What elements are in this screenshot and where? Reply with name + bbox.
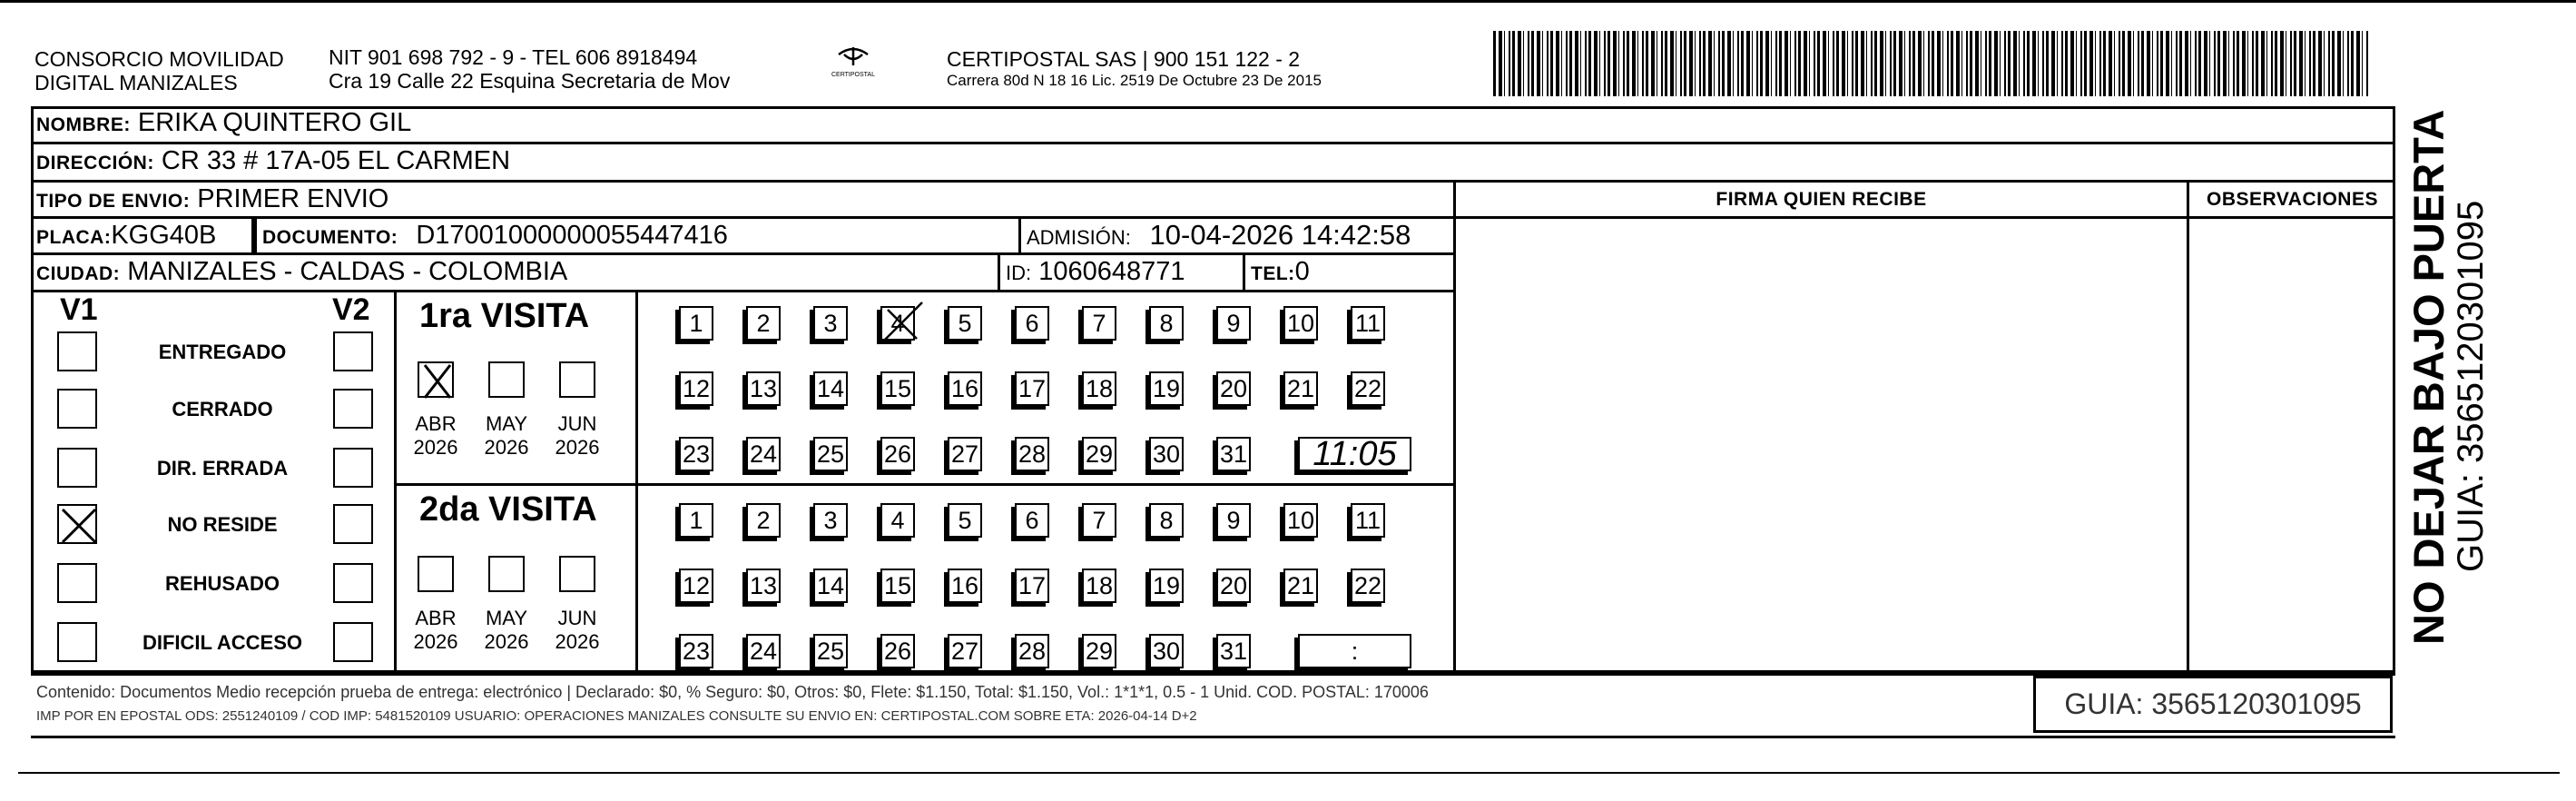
day-box[interactable]: 31 <box>1216 634 1251 668</box>
day-box[interactable]: 21 <box>1283 569 1318 603</box>
cell-admision <box>1021 219 1456 255</box>
side-warning: NO DEJAR BAJO PUERTA <box>2404 109 2453 645</box>
day-box[interactable]: 27 <box>948 437 982 471</box>
v1-checkbox[interactable] <box>57 622 97 662</box>
check-x-icon <box>59 506 99 546</box>
day-box[interactable]: 26 <box>880 634 915 668</box>
month-name: MAY <box>485 412 528 435</box>
day-box[interactable]: 3 <box>813 306 848 341</box>
day-box[interactable]: 18 <box>1082 371 1116 406</box>
month-label <box>477 412 536 460</box>
visit-2-title: 2da VISITA <box>419 490 597 529</box>
bottom-line <box>18 772 2560 774</box>
courier-address: Carrera 80d N 18 16 Lic. 2519 De Octubre 23 De 2015 <box>947 72 1322 89</box>
v2-checkbox[interactable] <box>333 331 373 371</box>
month-checkbox[interactable] <box>559 556 595 592</box>
month-label <box>407 412 465 460</box>
v1-checkbox[interactable] <box>57 563 97 603</box>
v1-header: V1 <box>60 292 98 327</box>
day-box[interactable]: 30 <box>1149 634 1184 668</box>
placa-label: PLACA: <box>36 227 112 248</box>
cell-ciudad <box>31 255 1000 292</box>
day-box[interactable]: 13 <box>746 569 781 603</box>
month-name: ABR <box>415 607 457 629</box>
day-mark-icon <box>875 297 929 351</box>
month-label <box>407 607 465 654</box>
day-box[interactable]: 17 <box>1015 371 1049 406</box>
month-name: JUN <box>557 412 597 435</box>
status-label: REHUSADO <box>165 572 280 595</box>
day-box[interactable]: 21 <box>1283 371 1318 406</box>
cell-id <box>1000 255 1245 292</box>
firma-header: FIRMA QUIEN RECIBE <box>1716 189 1927 210</box>
day-box[interactable]: 20 <box>1216 371 1251 406</box>
v2-checkbox[interactable] <box>333 563 373 603</box>
visit-1-title: 1ra VISITA <box>419 297 590 335</box>
day-box[interactable]: 6 <box>1015 503 1049 538</box>
v2-header: V2 <box>332 292 370 327</box>
day-box[interactable]: 19 <box>1149 569 1184 603</box>
company-contact <box>329 45 730 93</box>
footer-guia: GUIA: 3565120301095 <box>2033 676 2393 733</box>
day-box[interactable]: 5 <box>948 306 982 341</box>
observaciones-header: OBSERVACIONES <box>2207 189 2378 210</box>
month-label <box>477 607 536 654</box>
tel-label: TEL: <box>1251 263 1295 284</box>
v2-checkbox[interactable] <box>333 622 373 662</box>
month-checkbox[interactable] <box>559 361 595 398</box>
v1-checkbox[interactable] <box>57 331 97 371</box>
time-box[interactable]: 11:05 <box>1298 437 1411 471</box>
ciudad-label: CIUDAD: <box>36 263 121 284</box>
month-checkbox[interactable] <box>488 556 525 592</box>
day-box[interactable]: 13 <box>746 371 781 406</box>
month-name: JUN <box>557 607 597 629</box>
v2-checkbox[interactable] <box>333 448 373 488</box>
admision-value: 10-04-2026 14:42:58 <box>1149 219 1411 251</box>
month-year: 2026 <box>484 436 529 459</box>
day-box[interactable]: 3 <box>813 503 848 538</box>
day-box[interactable]: 5 <box>948 503 982 538</box>
month-checkbox[interactable] <box>418 361 454 398</box>
courier-info <box>947 47 1322 91</box>
day-box[interactable]: 25 <box>813 634 848 668</box>
divider-obs <box>2187 183 2189 673</box>
documento-label: DOCUMENTO: <box>262 227 398 248</box>
day-box[interactable]: 29 <box>1082 634 1116 668</box>
day-box[interactable]: 7 <box>1082 503 1116 538</box>
divider-header <box>1456 216 2395 219</box>
day-box[interactable]: 9 <box>1216 306 1251 341</box>
direccion-label: DIRECCIÓN: <box>36 153 154 173</box>
day-box[interactable]: 16 <box>948 371 982 406</box>
row-tipo <box>31 183 1456 219</box>
month-year: 2026 <box>555 436 600 459</box>
barcode <box>1493 31 2369 96</box>
direccion-value: CR 33 # 17A-05 EL CARMEN <box>161 146 511 175</box>
day-box[interactable]: 24 <box>746 437 781 471</box>
day-box[interactable]: 28 <box>1015 634 1049 668</box>
footer-bottom <box>31 736 2395 738</box>
v2-checkbox[interactable] <box>333 389 373 429</box>
ciudad-value: MANIZALES - CALDAS - COLOMBIA <box>127 257 568 286</box>
day-box[interactable]: 7 <box>1082 306 1116 341</box>
day-box[interactable]: 2 <box>746 503 781 538</box>
month-checkbox[interactable] <box>488 361 525 398</box>
day-box[interactable]: 1 <box>679 503 713 538</box>
day-box[interactable]: 17 <box>1015 569 1049 603</box>
cell-documento <box>254 219 1021 255</box>
day-box[interactable]: 27 <box>948 634 982 668</box>
day-box[interactable]: 22 <box>1351 371 1385 406</box>
divider-firma <box>1453 183 1456 673</box>
footer-print-info: IMP POR EN EPOSTAL ODS: 2551240109 / COD IMP: 5481520109 USUARIO: OPERACIONES MANIZALES CONSULTE SU ENVIO EN: CERTIPOSTAL.COM SOBRE ETA: 2026-04-14 D+2 <box>36 708 1197 724</box>
divider-visits <box>394 483 1456 486</box>
company-name <box>34 47 284 94</box>
v2-checkbox[interactable] <box>333 504 373 544</box>
status-label: NO RESIDE <box>167 513 278 536</box>
month-year: 2026 <box>555 630 600 653</box>
month-year: 2026 <box>413 436 458 459</box>
company-line-1: CONSORCIO MOVILIDAD <box>34 47 284 71</box>
day-box[interactable]: 29 <box>1082 437 1116 471</box>
day-box[interactable]: 10 <box>1283 503 1318 538</box>
month-checkbox[interactable] <box>418 556 454 592</box>
top-border <box>0 0 2576 7</box>
documento-value: D17001000000055447416 <box>416 221 728 250</box>
month-label <box>548 607 606 654</box>
day-box[interactable]: 19 <box>1149 371 1184 406</box>
day-box[interactable]: 25 <box>813 437 848 471</box>
day-box[interactable]: 6 <box>1015 306 1049 341</box>
day-box[interactable]: 23 <box>679 437 713 471</box>
day-box[interactable]: 10 <box>1283 306 1318 341</box>
month-name: MAY <box>485 607 528 629</box>
day-box[interactable]: 11 <box>1351 503 1385 538</box>
tipo-label: TIPO DE ENVIO: <box>36 191 191 212</box>
v1-checkbox[interactable] <box>57 389 97 429</box>
tipo-value: PRIMER ENVIO <box>197 184 389 213</box>
month-label <box>548 412 606 460</box>
day-box[interactable]: 12 <box>679 569 713 603</box>
company-line-2: DIGITAL MANIZALES <box>34 71 238 94</box>
status-label: DIR. ERRADA <box>156 457 289 480</box>
day-box[interactable]: 14 <box>813 371 848 406</box>
day-box[interactable]: 4 <box>880 503 915 538</box>
cell-placa <box>31 219 254 255</box>
day-box[interactable]: 14 <box>813 569 848 603</box>
placa-value: KGG40B <box>111 221 217 250</box>
side-guia: GUIA: 3565120301095 <box>2451 200 2491 572</box>
company-address: Cra 19 Calle 22 Esquina Secretaria de Mov <box>329 69 731 93</box>
day-box[interactable]: 31 <box>1216 437 1251 471</box>
day-box[interactable]: 11 <box>1351 306 1385 341</box>
day-box[interactable]: 1 <box>679 306 713 341</box>
id-value: 1060648771 <box>1038 257 1185 286</box>
tel-value: 0 <box>1294 257 1310 286</box>
day-box[interactable]: 8 <box>1149 503 1184 538</box>
day-box[interactable]: 16 <box>948 569 982 603</box>
day-box[interactable]: 24 <box>746 634 781 668</box>
day-box[interactable]: 4 <box>880 306 915 341</box>
cell-tel <box>1245 255 1456 292</box>
courier-logo-icon <box>835 44 871 67</box>
v1-checkbox[interactable] <box>57 448 97 488</box>
month-year: 2026 <box>484 630 529 653</box>
day-box[interactable]: 22 <box>1351 569 1385 603</box>
footer-content: Contenido: Documentos Medio recepción prueba de entrega: electrónico | Declarado: $0, % Seguro: $0, Otros: $0, Flete: $1.150, Total: $1.150, Vol.: 1*1*1, 0.5 - 1 Unid. COD. POSTAL: 170006 <box>36 683 1429 701</box>
courier-logo-text: CERTIPOSTAL <box>831 72 875 78</box>
day-box[interactable]: 26 <box>880 437 915 471</box>
courier-logo <box>821 44 885 98</box>
day-box[interactable]: 30 <box>1149 437 1184 471</box>
time-box[interactable]: : <box>1298 634 1411 668</box>
day-box[interactable]: 15 <box>880 371 915 406</box>
day-box[interactable]: 18 <box>1082 569 1116 603</box>
v1-checkbox[interactable] <box>57 504 97 544</box>
row-nombre <box>31 106 2395 144</box>
day-box[interactable]: 12 <box>679 371 713 406</box>
nombre-label: NOMBRE: <box>36 114 131 135</box>
status-label: CERRADO <box>172 398 273 420</box>
day-box[interactable]: 9 <box>1216 503 1251 538</box>
day-box[interactable]: 2 <box>746 306 781 341</box>
status-label: DIFICIL ACCESO <box>142 631 302 654</box>
nombre-value: ERIKA QUINTERO GIL <box>137 108 412 137</box>
row-direccion <box>31 144 2395 183</box>
admision-label: ADMISIÓN: <box>1027 226 1131 249</box>
day-box[interactable]: 20 <box>1216 569 1251 603</box>
company-nit: NIT 901 698 792 - 9 - TEL 606 8918494 <box>329 45 698 69</box>
courier-name: CERTIPOSTAL SAS | 900 151 122 - 2 <box>947 47 1301 71</box>
status-label: ENTREGADO <box>158 341 287 363</box>
month-year: 2026 <box>413 630 458 653</box>
month-name: ABR <box>415 412 457 435</box>
day-box[interactable]: 28 <box>1015 437 1049 471</box>
day-box[interactable]: 8 <box>1149 306 1184 341</box>
day-box[interactable]: 23 <box>679 634 713 668</box>
check-x-icon <box>419 363 456 400</box>
id-label: ID: <box>1006 262 1032 284</box>
day-box[interactable]: 15 <box>880 569 915 603</box>
